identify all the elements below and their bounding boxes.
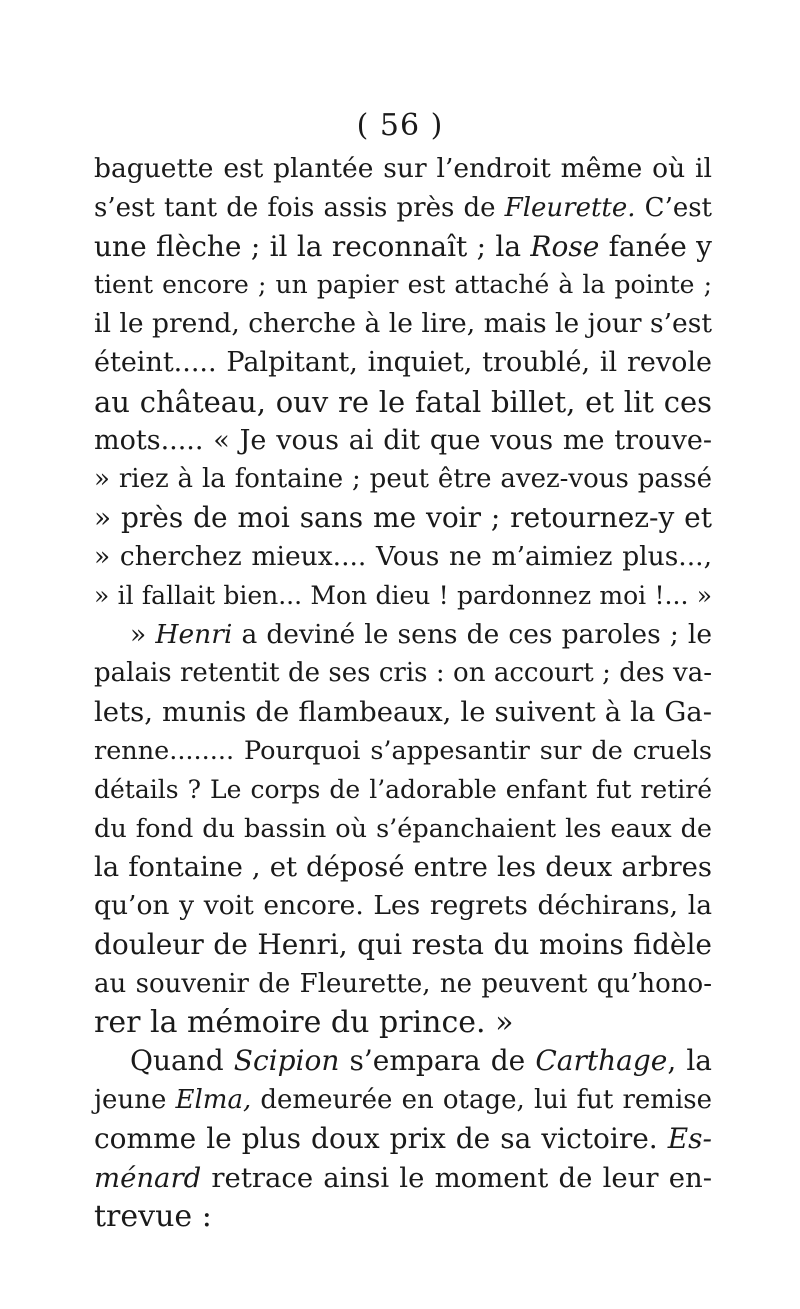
text-line <box>94 771 712 810</box>
text-segment: au château, ouv re le fatal billet, et lit ces <box>94 384 712 419</box>
text-line <box>94 460 712 499</box>
text-segment: douleur de Henri, qui resta du moins fidèle <box>94 927 712 961</box>
text-segment: palais retentit de ses cris : on accourt ; des va- <box>94 658 712 689</box>
text-segment: » près de moi sans me voir ; retournez-y et <box>94 501 712 535</box>
text-line <box>94 422 712 461</box>
text-segment: s’empara de <box>339 1044 536 1078</box>
text-segment: qu’on y voit encore. Les regrets déchirans, la <box>94 890 712 922</box>
text-segment: » il fallait bien... Mon dieu ! pardonnez moi !... » <box>94 580 712 610</box>
text-segment: s’est tant de fois assis près de <box>94 192 505 223</box>
text-segment: » riez à la fontaine ; peut être avez-vous passé <box>94 464 712 495</box>
text-line <box>94 150 712 189</box>
text-segment: demeurée en otage, lui fut remise <box>251 1085 712 1116</box>
text-line <box>94 1120 712 1159</box>
text-line <box>94 1081 712 1120</box>
text-segment: la fontaine , et déposé entre les deux arbres <box>94 851 712 884</box>
text-segment: mots..... « Je vous ai dit que vous me trouve- <box>94 424 712 456</box>
text-segment: il le prend, cherche à le lire, mais le jour s’est <box>94 308 712 340</box>
text-line <box>94 344 712 383</box>
text-segment: Quand <box>130 1044 234 1078</box>
text-segment: jeune <box>94 1085 176 1116</box>
text-line <box>94 848 712 887</box>
text-line <box>94 1042 712 1081</box>
text-line <box>94 616 712 655</box>
text-line <box>94 383 712 422</box>
italic-text: Es- <box>667 1121 712 1155</box>
text-segment: lets, munis de flambeaux, le suivent à la Ga- <box>94 696 712 729</box>
text-line <box>94 305 712 344</box>
text-line <box>94 654 712 693</box>
text-segment: détails ? Le corps de l’adorable enfant fut retiré <box>94 774 712 804</box>
italic-text: Carthage <box>535 1044 668 1078</box>
text-segment: » cherchez mieux.... Vous ne m’aimiez plus..., <box>94 540 712 572</box>
text-segment: comme le plus doux prix de sa victoire. <box>94 1121 668 1155</box>
text-line <box>94 810 712 849</box>
text-line <box>94 732 712 771</box>
text-segment: trevue : <box>94 1198 212 1234</box>
text-line <box>94 965 712 1004</box>
text-segment: , la <box>667 1044 713 1078</box>
text-line <box>94 228 712 267</box>
text-segment: a deviné le sens de ces paroles ; le <box>232 618 713 650</box>
text-segment: éteint..... Palpitant, inquiet, troublé, il revole <box>94 346 712 378</box>
text-line <box>94 1004 712 1043</box>
text-segment: une flèche ; il la reconnaît ; la <box>94 229 531 263</box>
italic-text: Rose <box>530 229 600 263</box>
page-number: ( 56 ) <box>356 108 444 143</box>
text-line <box>94 538 712 577</box>
text-line <box>94 1159 712 1198</box>
text-segment: au souvenir de Fleurette, ne peuvent qu’hono- <box>94 968 712 999</box>
text-line <box>94 693 712 732</box>
text-line <box>94 499 712 538</box>
text-segment: retrace ainsi le moment de leur en- <box>201 1161 712 1194</box>
text-line <box>94 887 712 926</box>
text-segment: du fond du bassin où s’épanchaient les eaux de <box>94 813 712 844</box>
text-segment: baguette est plantée sur l’endroit même où il <box>94 153 712 184</box>
text-line <box>94 926 712 965</box>
text-line <box>94 189 712 228</box>
text-segment: rer la mémoire du prince. » <box>94 1004 514 1040</box>
italic-text: Scipion <box>233 1044 340 1078</box>
body-text <box>94 150 712 1236</box>
italic-text: Henri <box>155 618 233 650</box>
italic-text: Fleurette. <box>504 192 636 223</box>
text-segment: » <box>130 618 156 650</box>
text-segment: tient encore ; un papier est attaché à la pointe ; <box>94 270 712 300</box>
text-segment: C’est <box>635 192 713 223</box>
text-segment: fanée y <box>599 229 712 263</box>
text-line <box>94 266 712 305</box>
text-segment: renne........ Pourquoi s’appesantir sur de cruels <box>94 735 712 766</box>
italic-text: ménard <box>94 1161 202 1194</box>
italic-text: Elma, <box>175 1085 252 1116</box>
text-line <box>94 577 712 616</box>
text-line <box>94 1198 712 1237</box>
